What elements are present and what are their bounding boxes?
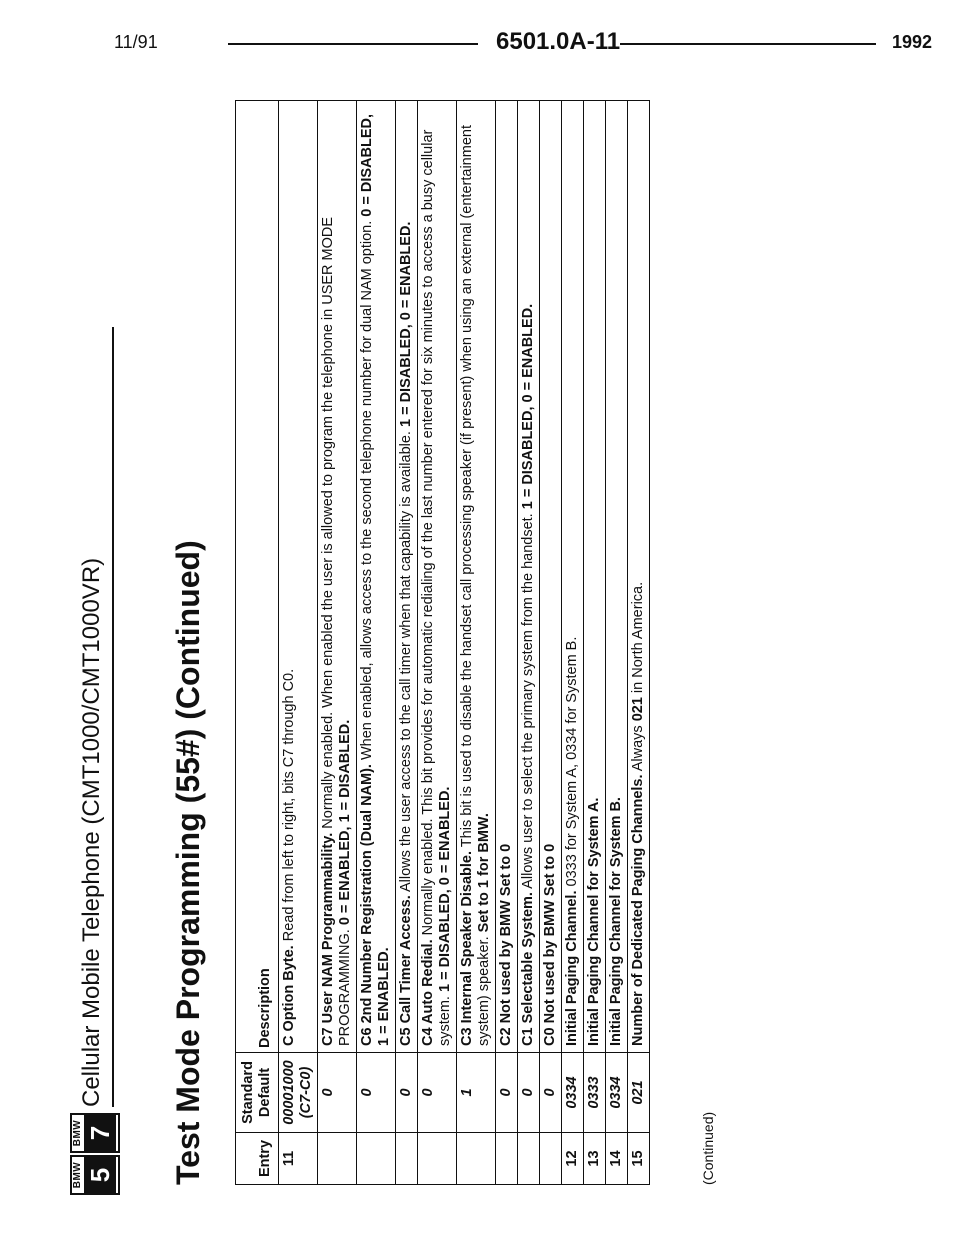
entry-cell: [496, 1133, 518, 1185]
header-rule-right: [620, 43, 876, 45]
header-date: 11/91: [114, 32, 158, 52]
brand-label: BMW: [72, 1161, 83, 1189]
default-cell: 0: [357, 1053, 396, 1133]
column-header-entry: Entry: [236, 1133, 279, 1185]
entry-cell: 15: [628, 1133, 650, 1185]
description-cell: [457, 101, 496, 1053]
description-lead: C0 Not used by BMW Set to 0: [542, 843, 558, 1046]
entry-cell: [540, 1133, 562, 1185]
default-cell: 021: [628, 1053, 650, 1133]
series-number: 7: [84, 1115, 116, 1151]
description-text: This bit is used to disable the handset call processing speaker (if present) when using an external (entertainment system) speaker.: [459, 125, 492, 1046]
default-cell: 0: [540, 1053, 562, 1133]
description-tail: 1 = DISABLED, 0 = ENABLED.: [437, 786, 453, 993]
description-lead: Initial Paging Channel for System B.: [608, 797, 624, 1046]
description-cell: [357, 101, 396, 1053]
description-lead: C3 Internal Speaker Disable.: [459, 850, 475, 1046]
description-lead: Initial Paging Channel.: [564, 890, 580, 1046]
description-cell: [540, 101, 562, 1053]
description-text: Always: [630, 721, 646, 775]
description-tail: 1 = DISABLED, 0 = ENABLED.: [520, 303, 536, 510]
description-lead: C7 User NAM Programmability.: [320, 832, 336, 1046]
description-tail: 021: [630, 697, 646, 722]
description-tail: 0 = DISABLED, 1 = ENABLED.: [359, 113, 392, 1046]
table-row: [357, 101, 396, 1185]
description-cell: [628, 101, 650, 1053]
series-number: 5: [84, 1157, 116, 1193]
table-header-row: [236, 101, 279, 1185]
entry-cell: 13: [584, 1133, 606, 1185]
table-row: [279, 101, 318, 1185]
section-title: Cellular Mobile Telephone (CMT1000/CMT1000VR): [78, 557, 105, 1107]
description-text: When enabled, allows access to the second telephone number for dual NAM option.: [359, 216, 375, 765]
description-lead: C4 Auto Redial.: [420, 939, 436, 1046]
table-row: [457, 101, 496, 1185]
default-cell: 1: [457, 1053, 496, 1133]
description-text: Allows user to select the primary system from the handset.: [520, 509, 536, 893]
table-row: [540, 101, 562, 1185]
entry-cell: [418, 1133, 457, 1185]
entry-cell: [318, 1133, 357, 1185]
default-cell: 0334: [606, 1053, 628, 1133]
column-header-description: Description: [236, 101, 279, 1053]
description-cell: [496, 101, 518, 1053]
description-cell: [418, 101, 457, 1053]
entry-cell: [457, 1133, 496, 1185]
series-7-badge: [70, 1113, 120, 1153]
series-5-badge: [70, 1155, 120, 1195]
page-title: Test Mode Programming (55#) (Continued): [170, 540, 206, 1185]
entry-cell: 12: [562, 1133, 584, 1185]
default-cell: 0: [396, 1053, 418, 1133]
default-cell: 00001000 (C7-C0): [279, 1053, 318, 1133]
description-tail: Set to 1 for BMW.: [476, 813, 492, 933]
table-row: [396, 101, 418, 1185]
header-year: 1992: [892, 32, 933, 52]
continued-note: (Continued): [700, 1111, 716, 1185]
table-row: [496, 101, 518, 1185]
description-tail: 1 = DISABLED, 0 = ENABLED.: [398, 221, 414, 427]
page-header: [60, 28, 933, 58]
description-cell: [279, 101, 318, 1053]
description-cell: [318, 101, 357, 1053]
table-row: [584, 101, 606, 1185]
default-cell: 0: [318, 1053, 357, 1133]
default-cell: 0: [418, 1053, 457, 1133]
description-text: 0333 for System A, 0334 for System B.: [564, 636, 580, 891]
column-header-default: Standard Default: [236, 1053, 279, 1133]
table-row: [562, 101, 584, 1185]
entry-cell: 11: [279, 1133, 318, 1185]
entry-cell: [518, 1133, 540, 1185]
description-lead: C5 Call Timer Access.: [398, 895, 414, 1046]
description-text: Normally enabled. When enabled the user is allowed to program the telephone in USER MODE PROGRAMMING.: [320, 216, 353, 1046]
description-text: Normally enabled. This bit provides for automatic redialing of the last number entered for six minutes to access a busy cellular system.: [420, 129, 453, 1046]
description-lead: C6 2nd Number Registration (Dual NAM).: [359, 764, 375, 1046]
table-row: [318, 101, 357, 1185]
description-lead: C Option Byte.: [281, 945, 297, 1046]
default-cell: 0: [496, 1053, 518, 1133]
header-doc-number: 6501.0A-11: [496, 28, 621, 55]
programming-table: [235, 100, 650, 1185]
brand-label: BMW: [72, 1119, 83, 1147]
description-lead: C2 Not used by BMW Set to 0: [498, 843, 514, 1046]
description-text: Read from left to right, bits C7 through C0.: [281, 668, 297, 946]
description-cell: [606, 101, 628, 1053]
default-cell: 0333: [584, 1053, 606, 1133]
entry-cell: [396, 1133, 418, 1185]
description-after: in North America.: [630, 581, 646, 698]
description-cell: [562, 101, 584, 1053]
entry-cell: [357, 1133, 396, 1185]
description-cell: [584, 101, 606, 1053]
description-lead: Number of Dedicated Paging Channels.: [630, 774, 646, 1046]
description-lead: C1 Selectable System.: [520, 892, 536, 1046]
default-cell: 0334: [562, 1053, 584, 1133]
description-cell: [518, 101, 540, 1053]
description-cell: [396, 101, 418, 1053]
header-rule-left: [228, 43, 478, 45]
section-rule: [112, 327, 114, 1107]
table-row: [606, 101, 628, 1185]
description-lead: Initial Paging Channel for System A.: [586, 797, 602, 1046]
table-row: [628, 101, 650, 1185]
table-row: [418, 101, 457, 1185]
description-tail: 0 = ENABLED, 1 = DISABLED.: [337, 719, 353, 926]
bmw-series-logo: [70, 1113, 120, 1195]
entry-cell: 14: [606, 1133, 628, 1185]
default-cell: 0: [518, 1053, 540, 1133]
description-text: Allows the user access to the call timer when that capability is available.: [398, 427, 414, 896]
table-row: [518, 101, 540, 1185]
rotated-page: [70, 75, 730, 1195]
